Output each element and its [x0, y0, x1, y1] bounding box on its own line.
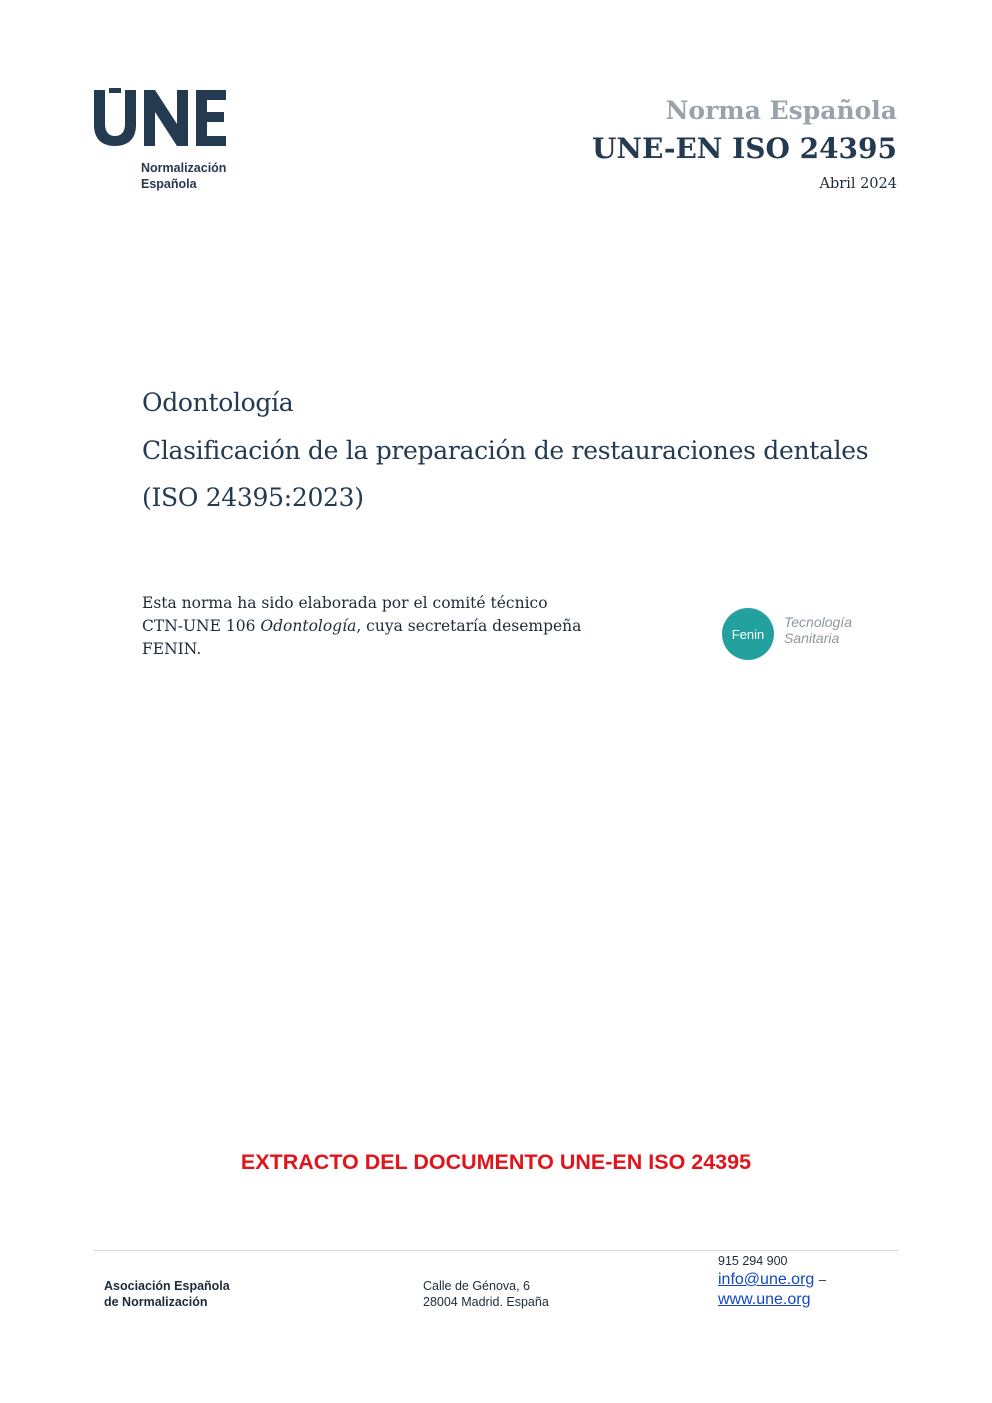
- norma-label: Norma Española: [665, 96, 897, 125]
- committee-line-2: [142, 615, 642, 638]
- footer-address: [423, 1278, 549, 1310]
- fenin-tagline-line1: Tecnología: [784, 614, 852, 630]
- website-link[interactable]: www.une.org: [718, 1291, 811, 1308]
- fenin-circle-icon: [722, 608, 774, 660]
- title-line-3: (ISO 24395:2023): [142, 483, 364, 512]
- title-line-2: Clasificación de la preparación de restauraciones dentales: [142, 436, 869, 465]
- footer-org-line2: de Normalización: [104, 1295, 208, 1309]
- fenin-logo: [722, 608, 882, 662]
- fenin-name: Fenin: [731, 626, 765, 642]
- footer-address-line2: 28004 Madrid. España: [423, 1295, 549, 1309]
- footer-address-line1: Calle de Génova, 6: [423, 1279, 531, 1293]
- norma-code: UNE-EN ISO 24395: [591, 132, 897, 165]
- committee-name: Odontología: [260, 617, 357, 635]
- extract-notice: EXTRACTO DEL DOCUMENTO UNE-EN ISO 24395: [240, 1150, 752, 1174]
- une-logo: [92, 88, 242, 198]
- footer-org-line1: Asociación Española: [104, 1279, 230, 1293]
- committee-line-1: Esta norma ha sido elaborada por el comité técnico: [142, 594, 548, 612]
- logo-subtitle-line1: Normalización: [141, 161, 227, 175]
- committee-line-3: FENIN.: [142, 640, 202, 658]
- footer-phone: 915 294 900: [718, 1254, 788, 1268]
- fenin-tagline-line2: Sanitaria: [784, 630, 840, 646]
- footer-organization: [104, 1278, 230, 1310]
- footer-divider: [94, 1250, 898, 1251]
- footer-separator: –: [818, 1272, 826, 1287]
- committee-line-2-prefix: CTN-UNE 106: [142, 617, 261, 635]
- footer-links: [718, 1270, 826, 1310]
- norma-date: Abril 2024: [819, 176, 897, 192]
- title-line-1: Odontología: [142, 388, 294, 417]
- committee-line-2-suffix: , cuya secretaría desempeña: [356, 617, 582, 635]
- une-wordmark-icon: [92, 88, 232, 148]
- email-link[interactable]: info@une.org: [718, 1271, 815, 1288]
- committee-statement: [142, 592, 642, 661]
- logo-subtitle-line2: Española: [141, 177, 197, 191]
